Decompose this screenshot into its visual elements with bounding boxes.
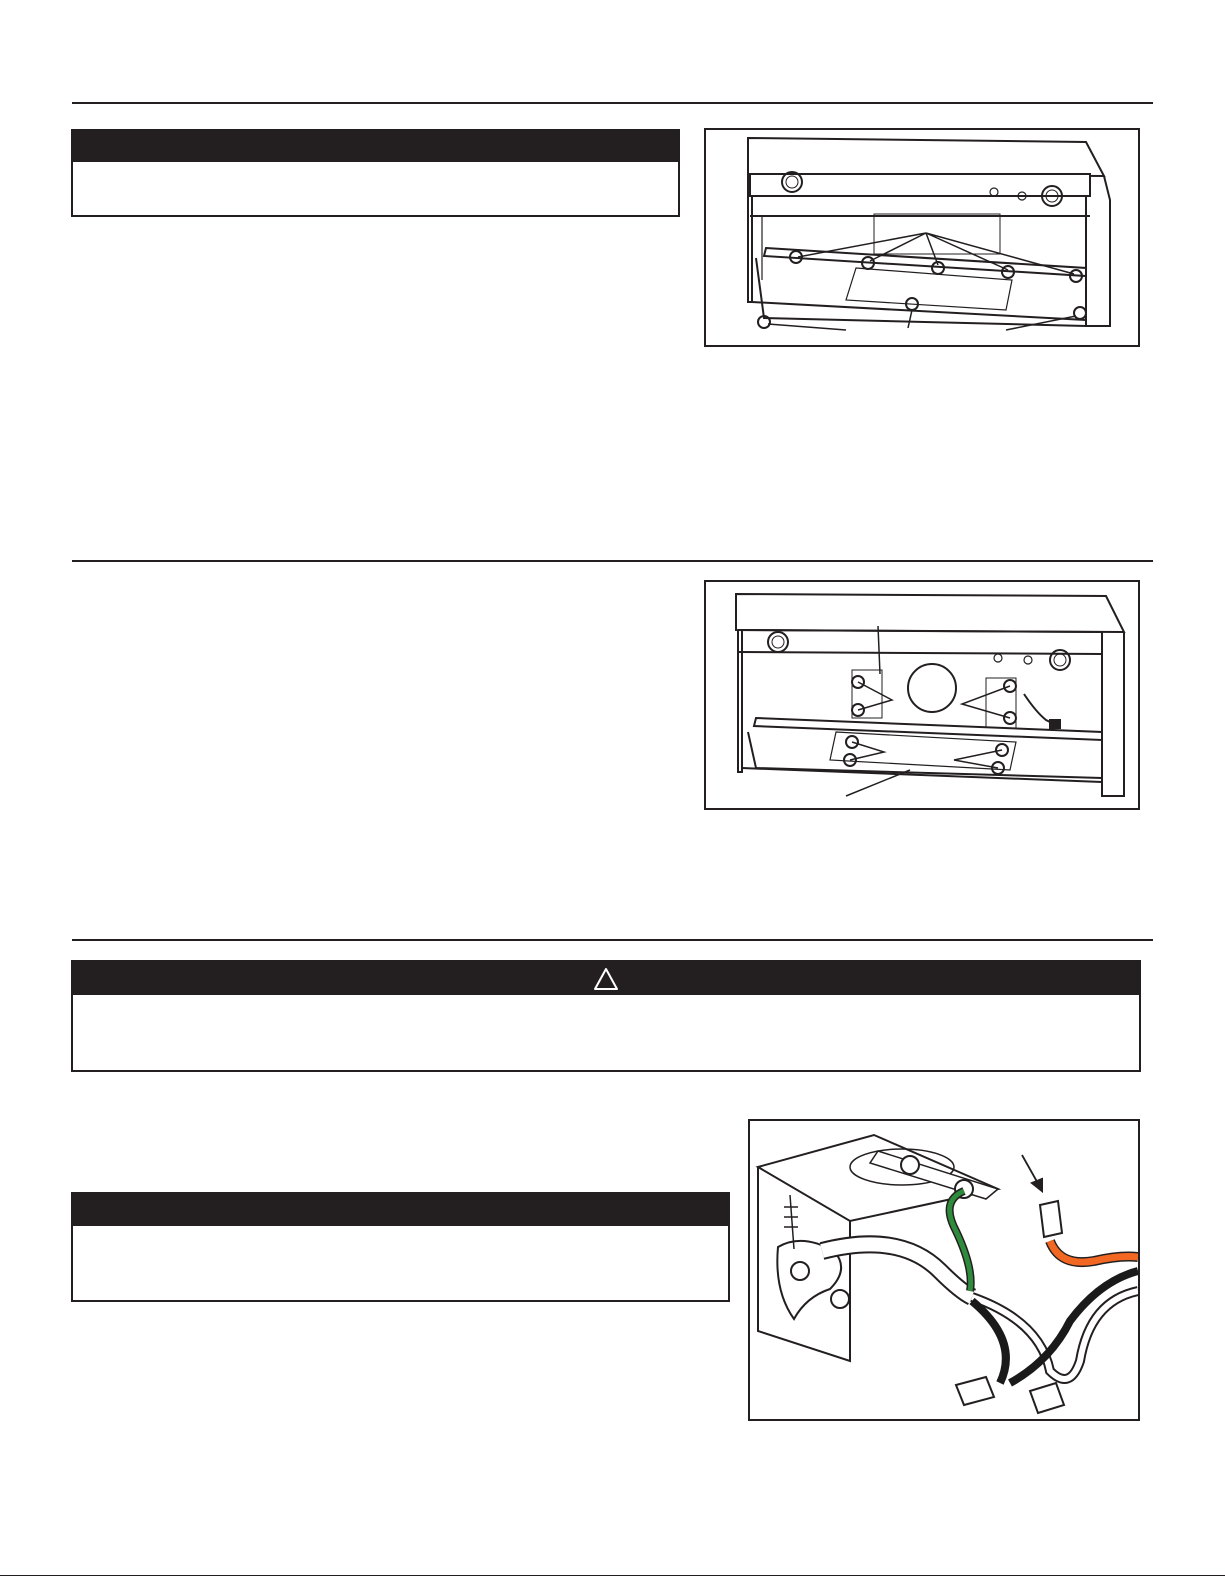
warning-box-body [73, 995, 1139, 1070]
notice-box-secondary-header [73, 1194, 728, 1226]
notice-box-secondary-body [73, 1226, 728, 1300]
figure-hood-mounting-screws [704, 128, 1140, 347]
notice-box-body [73, 162, 678, 215]
page-footer-rule [0, 1575, 1225, 1576]
section-divider-3 [72, 939, 1153, 941]
section-divider-1 [72, 102, 1153, 104]
warning-box-header [73, 962, 1139, 995]
figure-hood-backplate-mounting [704, 580, 1140, 810]
notice-box-secondary [71, 1192, 730, 1302]
warning-box [71, 960, 1141, 1072]
wiring-connection-diagram [750, 1121, 1138, 1419]
notice-box [71, 129, 680, 217]
warning-triangle-icon [593, 967, 619, 991]
figure-wiring-connection [748, 1119, 1140, 1421]
range-hood-screws-diagram [706, 130, 1138, 345]
range-hood-backplate-diagram [706, 582, 1138, 808]
notice-box-header [73, 131, 678, 162]
section-divider-2 [72, 560, 1153, 562]
